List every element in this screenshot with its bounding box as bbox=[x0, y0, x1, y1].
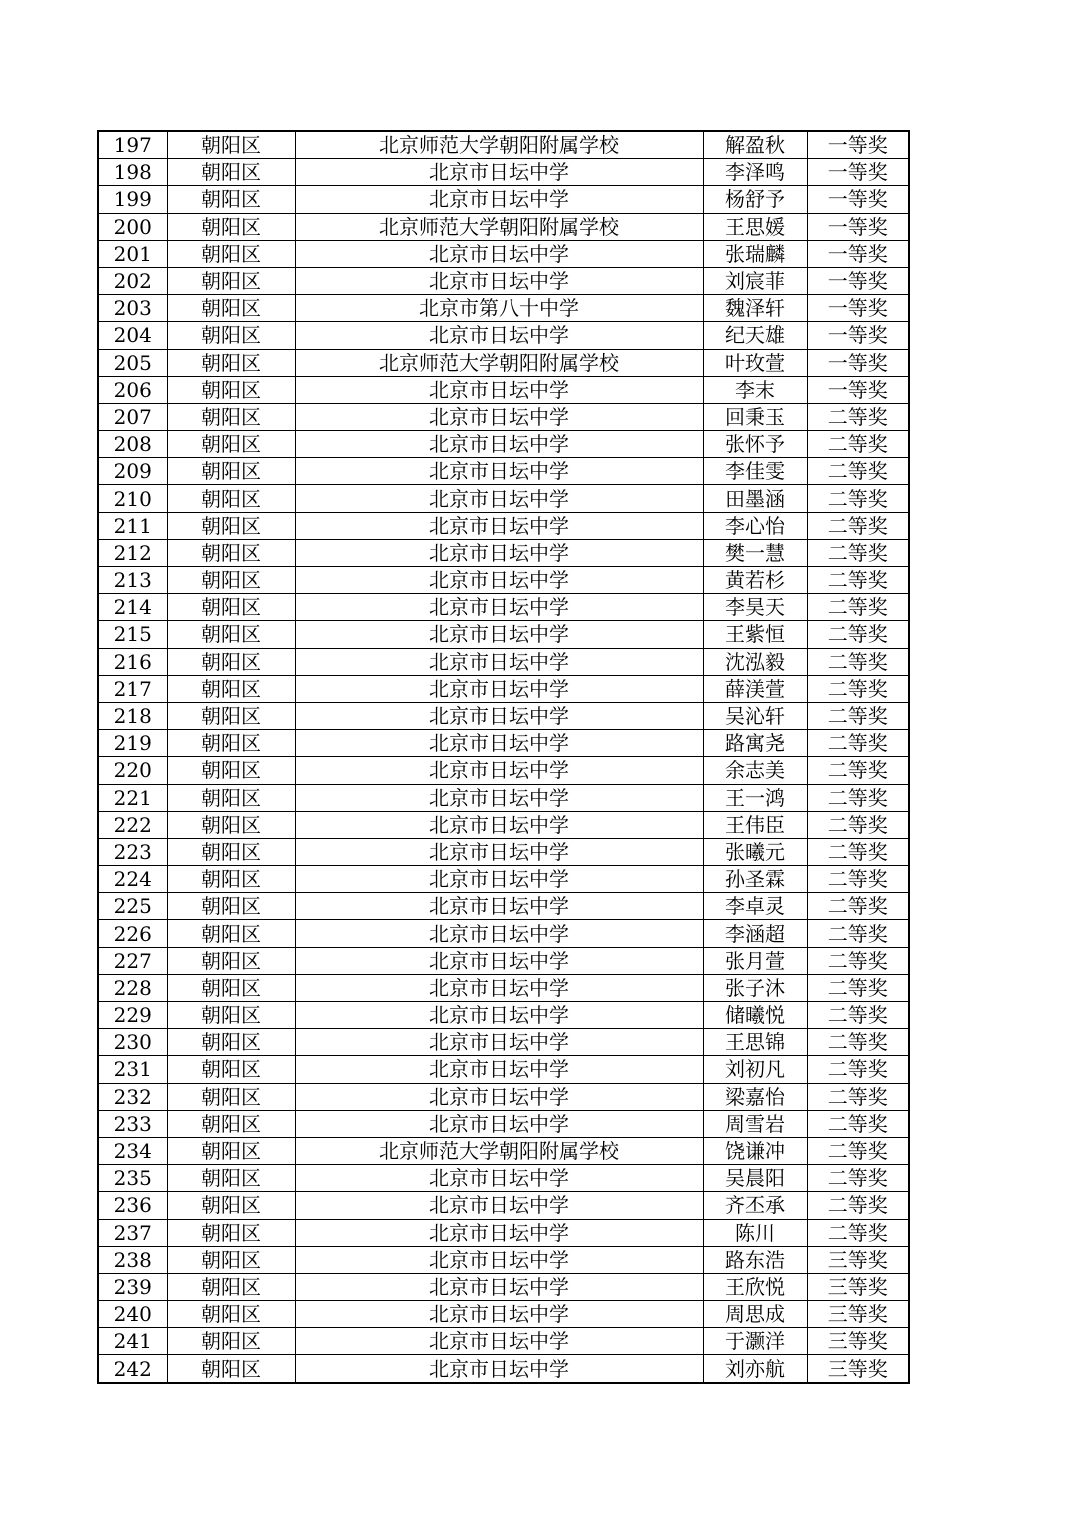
award-level-cell: 一等奖 bbox=[807, 322, 909, 349]
student-name-cell: 王思锦 bbox=[703, 1029, 807, 1056]
row-number-cell: 239 bbox=[98, 1273, 167, 1300]
district-cell: 朝阳区 bbox=[167, 866, 295, 893]
district-cell: 朝阳区 bbox=[167, 349, 295, 376]
student-name-cell: 王紫恒 bbox=[703, 621, 807, 648]
student-name-cell: 周雪岩 bbox=[703, 1110, 807, 1137]
district-cell: 朝阳区 bbox=[167, 376, 295, 403]
school-cell: 北京市日坛中学 bbox=[295, 648, 703, 675]
row-number-cell: 232 bbox=[98, 1083, 167, 1110]
table-row bbox=[98, 621, 909, 648]
student-name-cell: 陈川 bbox=[703, 1219, 807, 1246]
table-row bbox=[98, 1219, 909, 1246]
school-cell: 北京市日坛中学 bbox=[295, 1192, 703, 1219]
row-number-cell: 225 bbox=[98, 893, 167, 920]
student-name-cell: 王伟臣 bbox=[703, 811, 807, 838]
district-cell: 朝阳区 bbox=[167, 539, 295, 566]
district-cell: 朝阳区 bbox=[167, 1002, 295, 1029]
school-cell: 北京市日坛中学 bbox=[295, 947, 703, 974]
row-number-cell: 236 bbox=[98, 1192, 167, 1219]
row-number-cell: 221 bbox=[98, 784, 167, 811]
table-row bbox=[98, 730, 909, 757]
student-name-cell: 王欣悦 bbox=[703, 1273, 807, 1300]
district-cell: 朝阳区 bbox=[167, 811, 295, 838]
school-cell: 北京市日坛中学 bbox=[295, 539, 703, 566]
award-level-cell: 二等奖 bbox=[807, 974, 909, 1001]
row-number-cell: 220 bbox=[98, 757, 167, 784]
table-row bbox=[98, 757, 909, 784]
district-cell: 朝阳区 bbox=[167, 702, 295, 729]
school-cell: 北京市日坛中学 bbox=[295, 1301, 703, 1328]
student-name-cell: 张瑞麟 bbox=[703, 240, 807, 267]
row-number-cell: 209 bbox=[98, 458, 167, 485]
award-level-cell: 二等奖 bbox=[807, 1110, 909, 1137]
award-level-cell: 三等奖 bbox=[807, 1328, 909, 1355]
table-row bbox=[98, 567, 909, 594]
district-cell: 朝阳区 bbox=[167, 648, 295, 675]
row-number-cell: 229 bbox=[98, 1002, 167, 1029]
district-cell: 朝阳区 bbox=[167, 1110, 295, 1137]
award-level-cell: 二等奖 bbox=[807, 1029, 909, 1056]
table-row bbox=[98, 1056, 909, 1083]
row-number-cell: 214 bbox=[98, 594, 167, 621]
row-number-cell: 230 bbox=[98, 1029, 167, 1056]
student-name-cell: 张子沐 bbox=[703, 974, 807, 1001]
award-level-cell: 一等奖 bbox=[807, 131, 909, 159]
table-row bbox=[98, 539, 909, 566]
award-level-cell: 三等奖 bbox=[807, 1246, 909, 1273]
award-level-cell: 二等奖 bbox=[807, 1002, 909, 1029]
award-level-cell: 二等奖 bbox=[807, 431, 909, 458]
award-level-cell: 二等奖 bbox=[807, 648, 909, 675]
school-cell: 北京市日坛中学 bbox=[295, 1165, 703, 1192]
district-cell: 朝阳区 bbox=[167, 1083, 295, 1110]
award-level-cell: 二等奖 bbox=[807, 893, 909, 920]
row-number-cell: 224 bbox=[98, 866, 167, 893]
district-cell: 朝阳区 bbox=[167, 485, 295, 512]
district-cell: 朝阳区 bbox=[167, 403, 295, 430]
student-name-cell: 黄若杉 bbox=[703, 567, 807, 594]
table-row bbox=[98, 1137, 909, 1164]
table-row bbox=[98, 376, 909, 403]
award-level-cell: 一等奖 bbox=[807, 349, 909, 376]
school-cell: 北京市日坛中学 bbox=[295, 159, 703, 186]
table-row bbox=[98, 1301, 909, 1328]
table-row bbox=[98, 1165, 909, 1192]
school-cell: 北京市日坛中学 bbox=[295, 1002, 703, 1029]
table-row bbox=[98, 512, 909, 539]
award-level-cell: 二等奖 bbox=[807, 458, 909, 485]
school-cell: 北京市日坛中学 bbox=[295, 866, 703, 893]
row-number-cell: 238 bbox=[98, 1246, 167, 1273]
school-cell: 北京市日坛中学 bbox=[295, 1110, 703, 1137]
table-row bbox=[98, 1355, 909, 1383]
student-name-cell: 饶谦冲 bbox=[703, 1137, 807, 1164]
table-row bbox=[98, 702, 909, 729]
award-list-table bbox=[97, 130, 910, 1384]
student-name-cell: 刘亦航 bbox=[703, 1355, 807, 1383]
row-number-cell: 211 bbox=[98, 512, 167, 539]
row-number-cell: 241 bbox=[98, 1328, 167, 1355]
district-cell: 朝阳区 bbox=[167, 757, 295, 784]
student-name-cell: 刘初凡 bbox=[703, 1056, 807, 1083]
table-row bbox=[98, 974, 909, 1001]
table-row bbox=[98, 675, 909, 702]
student-name-cell: 杨舒予 bbox=[703, 186, 807, 213]
row-number-cell: 207 bbox=[98, 403, 167, 430]
award-level-cell: 二等奖 bbox=[807, 621, 909, 648]
award-level-cell: 三等奖 bbox=[807, 1273, 909, 1300]
school-cell: 北京市日坛中学 bbox=[295, 1273, 703, 1300]
student-name-cell: 余志美 bbox=[703, 757, 807, 784]
table-row bbox=[98, 267, 909, 294]
student-name-cell: 路东浩 bbox=[703, 1246, 807, 1273]
school-cell: 北京市日坛中学 bbox=[295, 621, 703, 648]
table-row bbox=[98, 784, 909, 811]
student-name-cell: 张月萱 bbox=[703, 947, 807, 974]
table-row bbox=[98, 131, 909, 159]
row-number-cell: 228 bbox=[98, 974, 167, 1001]
school-cell: 北京市日坛中学 bbox=[295, 458, 703, 485]
award-level-cell: 二等奖 bbox=[807, 1165, 909, 1192]
district-cell: 朝阳区 bbox=[167, 594, 295, 621]
award-level-cell: 三等奖 bbox=[807, 1301, 909, 1328]
district-cell: 朝阳区 bbox=[167, 621, 295, 648]
district-cell: 朝阳区 bbox=[167, 730, 295, 757]
table-row bbox=[98, 485, 909, 512]
school-cell: 北京市日坛中学 bbox=[295, 240, 703, 267]
district-cell: 朝阳区 bbox=[167, 1273, 295, 1300]
district-cell: 朝阳区 bbox=[167, 1056, 295, 1083]
school-cell: 北京市日坛中学 bbox=[295, 675, 703, 702]
school-cell: 北京市日坛中学 bbox=[295, 186, 703, 213]
student-name-cell: 纪天雄 bbox=[703, 322, 807, 349]
row-number-cell: 235 bbox=[98, 1165, 167, 1192]
table-row bbox=[98, 1246, 909, 1273]
student-name-cell: 李末 bbox=[703, 376, 807, 403]
district-cell: 朝阳区 bbox=[167, 1192, 295, 1219]
award-level-cell: 一等奖 bbox=[807, 186, 909, 213]
row-number-cell: 205 bbox=[98, 349, 167, 376]
student-name-cell: 梁嘉怡 bbox=[703, 1083, 807, 1110]
school-cell: 北京市日坛中学 bbox=[295, 512, 703, 539]
district-cell: 朝阳区 bbox=[167, 567, 295, 594]
district-cell: 朝阳区 bbox=[167, 1301, 295, 1328]
student-name-cell: 叶玫萱 bbox=[703, 349, 807, 376]
award-level-cell: 二等奖 bbox=[807, 947, 909, 974]
student-name-cell: 田墨涵 bbox=[703, 485, 807, 512]
student-name-cell: 李涵超 bbox=[703, 920, 807, 947]
district-cell: 朝阳区 bbox=[167, 159, 295, 186]
student-name-cell: 李心怡 bbox=[703, 512, 807, 539]
student-name-cell: 李泽鸣 bbox=[703, 159, 807, 186]
table-row bbox=[98, 648, 909, 675]
district-cell: 朝阳区 bbox=[167, 675, 295, 702]
award-level-cell: 一等奖 bbox=[807, 295, 909, 322]
award-level-cell: 一等奖 bbox=[807, 267, 909, 294]
district-cell: 朝阳区 bbox=[167, 458, 295, 485]
award-level-cell: 二等奖 bbox=[807, 594, 909, 621]
school-cell: 北京市日坛中学 bbox=[295, 1246, 703, 1273]
table-row bbox=[98, 349, 909, 376]
student-name-cell: 于灏洋 bbox=[703, 1328, 807, 1355]
award-level-cell: 二等奖 bbox=[807, 866, 909, 893]
school-cell: 北京市日坛中学 bbox=[295, 594, 703, 621]
award-level-cell: 二等奖 bbox=[807, 784, 909, 811]
row-number-cell: 206 bbox=[98, 376, 167, 403]
row-number-cell: 219 bbox=[98, 730, 167, 757]
table-row bbox=[98, 811, 909, 838]
student-name-cell: 刘宸菲 bbox=[703, 267, 807, 294]
table-row bbox=[98, 403, 909, 430]
school-cell: 北京市日坛中学 bbox=[295, 757, 703, 784]
table-row bbox=[98, 1083, 909, 1110]
award-level-cell: 二等奖 bbox=[807, 512, 909, 539]
table-row bbox=[98, 1192, 909, 1219]
award-level-cell: 一等奖 bbox=[807, 213, 909, 240]
row-number-cell: 203 bbox=[98, 295, 167, 322]
award-level-cell: 二等奖 bbox=[807, 1137, 909, 1164]
school-cell: 北京市日坛中学 bbox=[295, 838, 703, 865]
award-level-cell: 二等奖 bbox=[807, 1192, 909, 1219]
table-row bbox=[98, 240, 909, 267]
award-level-cell: 二等奖 bbox=[807, 675, 909, 702]
school-cell: 北京市日坛中学 bbox=[295, 1083, 703, 1110]
school-cell: 北京市日坛中学 bbox=[295, 893, 703, 920]
student-name-cell: 李卓灵 bbox=[703, 893, 807, 920]
student-name-cell: 王思媛 bbox=[703, 213, 807, 240]
school-cell: 北京师范大学朝阳附属学校 bbox=[295, 131, 703, 159]
row-number-cell: 197 bbox=[98, 131, 167, 159]
award-level-cell: 二等奖 bbox=[807, 485, 909, 512]
award-level-cell: 二等奖 bbox=[807, 757, 909, 784]
district-cell: 朝阳区 bbox=[167, 784, 295, 811]
school-cell: 北京市日坛中学 bbox=[295, 431, 703, 458]
student-name-cell: 张曦元 bbox=[703, 838, 807, 865]
school-cell: 北京市日坛中学 bbox=[295, 322, 703, 349]
award-level-cell: 一等奖 bbox=[807, 240, 909, 267]
award-level-cell: 二等奖 bbox=[807, 403, 909, 430]
student-name-cell: 王一鸿 bbox=[703, 784, 807, 811]
table-row bbox=[98, 1110, 909, 1137]
table-row bbox=[98, 1273, 909, 1300]
row-number-cell: 210 bbox=[98, 485, 167, 512]
row-number-cell: 199 bbox=[98, 186, 167, 213]
district-cell: 朝阳区 bbox=[167, 431, 295, 458]
table-row bbox=[98, 947, 909, 974]
table-row bbox=[98, 920, 909, 947]
student-name-cell: 张怀予 bbox=[703, 431, 807, 458]
student-name-cell: 吴晨阳 bbox=[703, 1165, 807, 1192]
district-cell: 朝阳区 bbox=[167, 1246, 295, 1273]
table-row bbox=[98, 295, 909, 322]
award-level-cell: 一等奖 bbox=[807, 159, 909, 186]
school-cell: 北京市日坛中学 bbox=[295, 403, 703, 430]
district-cell: 朝阳区 bbox=[167, 1137, 295, 1164]
table-row bbox=[98, 893, 909, 920]
district-cell: 朝阳区 bbox=[167, 838, 295, 865]
district-cell: 朝阳区 bbox=[167, 893, 295, 920]
row-number-cell: 204 bbox=[98, 322, 167, 349]
student-name-cell: 吴沁轩 bbox=[703, 702, 807, 729]
student-name-cell: 解盈秋 bbox=[703, 131, 807, 159]
school-cell: 北京市日坛中学 bbox=[295, 784, 703, 811]
district-cell: 朝阳区 bbox=[167, 920, 295, 947]
table-row bbox=[98, 838, 909, 865]
district-cell: 朝阳区 bbox=[167, 295, 295, 322]
table-row bbox=[98, 431, 909, 458]
district-cell: 朝阳区 bbox=[167, 240, 295, 267]
school-cell: 北京师范大学朝阳附属学校 bbox=[295, 213, 703, 240]
school-cell: 北京市日坛中学 bbox=[295, 811, 703, 838]
row-number-cell: 200 bbox=[98, 213, 167, 240]
table-row bbox=[98, 866, 909, 893]
award-level-cell: 三等奖 bbox=[807, 1355, 909, 1383]
row-number-cell: 198 bbox=[98, 159, 167, 186]
award-list-body bbox=[98, 131, 909, 1383]
school-cell: 北京师范大学朝阳附属学校 bbox=[295, 349, 703, 376]
district-cell: 朝阳区 bbox=[167, 131, 295, 159]
row-number-cell: 234 bbox=[98, 1137, 167, 1164]
school-cell: 北京师范大学朝阳附属学校 bbox=[295, 1137, 703, 1164]
table-row bbox=[98, 322, 909, 349]
table-row bbox=[98, 594, 909, 621]
district-cell: 朝阳区 bbox=[167, 1029, 295, 1056]
award-level-cell: 二等奖 bbox=[807, 1219, 909, 1246]
row-number-cell: 223 bbox=[98, 838, 167, 865]
award-level-cell: 二等奖 bbox=[807, 1083, 909, 1110]
row-number-cell: 212 bbox=[98, 539, 167, 566]
table-row bbox=[98, 1002, 909, 1029]
award-level-cell: 二等奖 bbox=[807, 811, 909, 838]
district-cell: 朝阳区 bbox=[167, 322, 295, 349]
school-cell: 北京市第八十中学 bbox=[295, 295, 703, 322]
award-level-cell: 二等奖 bbox=[807, 702, 909, 729]
row-number-cell: 237 bbox=[98, 1219, 167, 1246]
school-cell: 北京市日坛中学 bbox=[295, 1029, 703, 1056]
student-name-cell: 孙圣霖 bbox=[703, 866, 807, 893]
school-cell: 北京市日坛中学 bbox=[295, 376, 703, 403]
school-cell: 北京市日坛中学 bbox=[295, 920, 703, 947]
student-name-cell: 路寓尧 bbox=[703, 730, 807, 757]
row-number-cell: 215 bbox=[98, 621, 167, 648]
district-cell: 朝阳区 bbox=[167, 1165, 295, 1192]
award-level-cell: 二等奖 bbox=[807, 1056, 909, 1083]
table-row bbox=[98, 213, 909, 240]
student-name-cell: 魏泽轩 bbox=[703, 295, 807, 322]
district-cell: 朝阳区 bbox=[167, 186, 295, 213]
district-cell: 朝阳区 bbox=[167, 1328, 295, 1355]
school-cell: 北京市日坛中学 bbox=[295, 1328, 703, 1355]
row-number-cell: 218 bbox=[98, 702, 167, 729]
district-cell: 朝阳区 bbox=[167, 947, 295, 974]
row-number-cell: 216 bbox=[98, 648, 167, 675]
row-number-cell: 240 bbox=[98, 1301, 167, 1328]
table-row bbox=[98, 1029, 909, 1056]
school-cell: 北京市日坛中学 bbox=[295, 702, 703, 729]
award-level-cell: 一等奖 bbox=[807, 376, 909, 403]
district-cell: 朝阳区 bbox=[167, 267, 295, 294]
row-number-cell: 226 bbox=[98, 920, 167, 947]
row-number-cell: 233 bbox=[98, 1110, 167, 1137]
row-number-cell: 227 bbox=[98, 947, 167, 974]
school-cell: 北京市日坛中学 bbox=[295, 1219, 703, 1246]
row-number-cell: 231 bbox=[98, 1056, 167, 1083]
award-level-cell: 二等奖 bbox=[807, 838, 909, 865]
award-level-cell: 二等奖 bbox=[807, 920, 909, 947]
school-cell: 北京市日坛中学 bbox=[295, 1056, 703, 1083]
school-cell: 北京市日坛中学 bbox=[295, 485, 703, 512]
student-name-cell: 沈泓毅 bbox=[703, 648, 807, 675]
student-name-cell: 齐丕承 bbox=[703, 1192, 807, 1219]
row-number-cell: 208 bbox=[98, 431, 167, 458]
student-name-cell: 樊一慧 bbox=[703, 539, 807, 566]
student-name-cell: 储曦悦 bbox=[703, 1002, 807, 1029]
table-row bbox=[98, 458, 909, 485]
school-cell: 北京市日坛中学 bbox=[295, 974, 703, 1001]
school-cell: 北京市日坛中学 bbox=[295, 1355, 703, 1383]
student-name-cell: 周思成 bbox=[703, 1301, 807, 1328]
district-cell: 朝阳区 bbox=[167, 974, 295, 1001]
row-number-cell: 202 bbox=[98, 267, 167, 294]
school-cell: 北京市日坛中学 bbox=[295, 730, 703, 757]
row-number-cell: 213 bbox=[98, 567, 167, 594]
school-cell: 北京市日坛中学 bbox=[295, 267, 703, 294]
district-cell: 朝阳区 bbox=[167, 512, 295, 539]
award-level-cell: 二等奖 bbox=[807, 539, 909, 566]
table-row bbox=[98, 1328, 909, 1355]
table-row bbox=[98, 159, 909, 186]
district-cell: 朝阳区 bbox=[167, 1219, 295, 1246]
student-name-cell: 薛渼萱 bbox=[703, 675, 807, 702]
award-level-cell: 二等奖 bbox=[807, 567, 909, 594]
student-name-cell: 李昊天 bbox=[703, 594, 807, 621]
row-number-cell: 222 bbox=[98, 811, 167, 838]
row-number-cell: 201 bbox=[98, 240, 167, 267]
award-level-cell: 二等奖 bbox=[807, 730, 909, 757]
district-cell: 朝阳区 bbox=[167, 213, 295, 240]
row-number-cell: 242 bbox=[98, 1355, 167, 1383]
row-number-cell: 217 bbox=[98, 675, 167, 702]
district-cell: 朝阳区 bbox=[167, 1355, 295, 1383]
school-cell: 北京市日坛中学 bbox=[295, 567, 703, 594]
student-name-cell: 回秉玉 bbox=[703, 403, 807, 430]
student-name-cell: 李佳雯 bbox=[703, 458, 807, 485]
table-row bbox=[98, 186, 909, 213]
